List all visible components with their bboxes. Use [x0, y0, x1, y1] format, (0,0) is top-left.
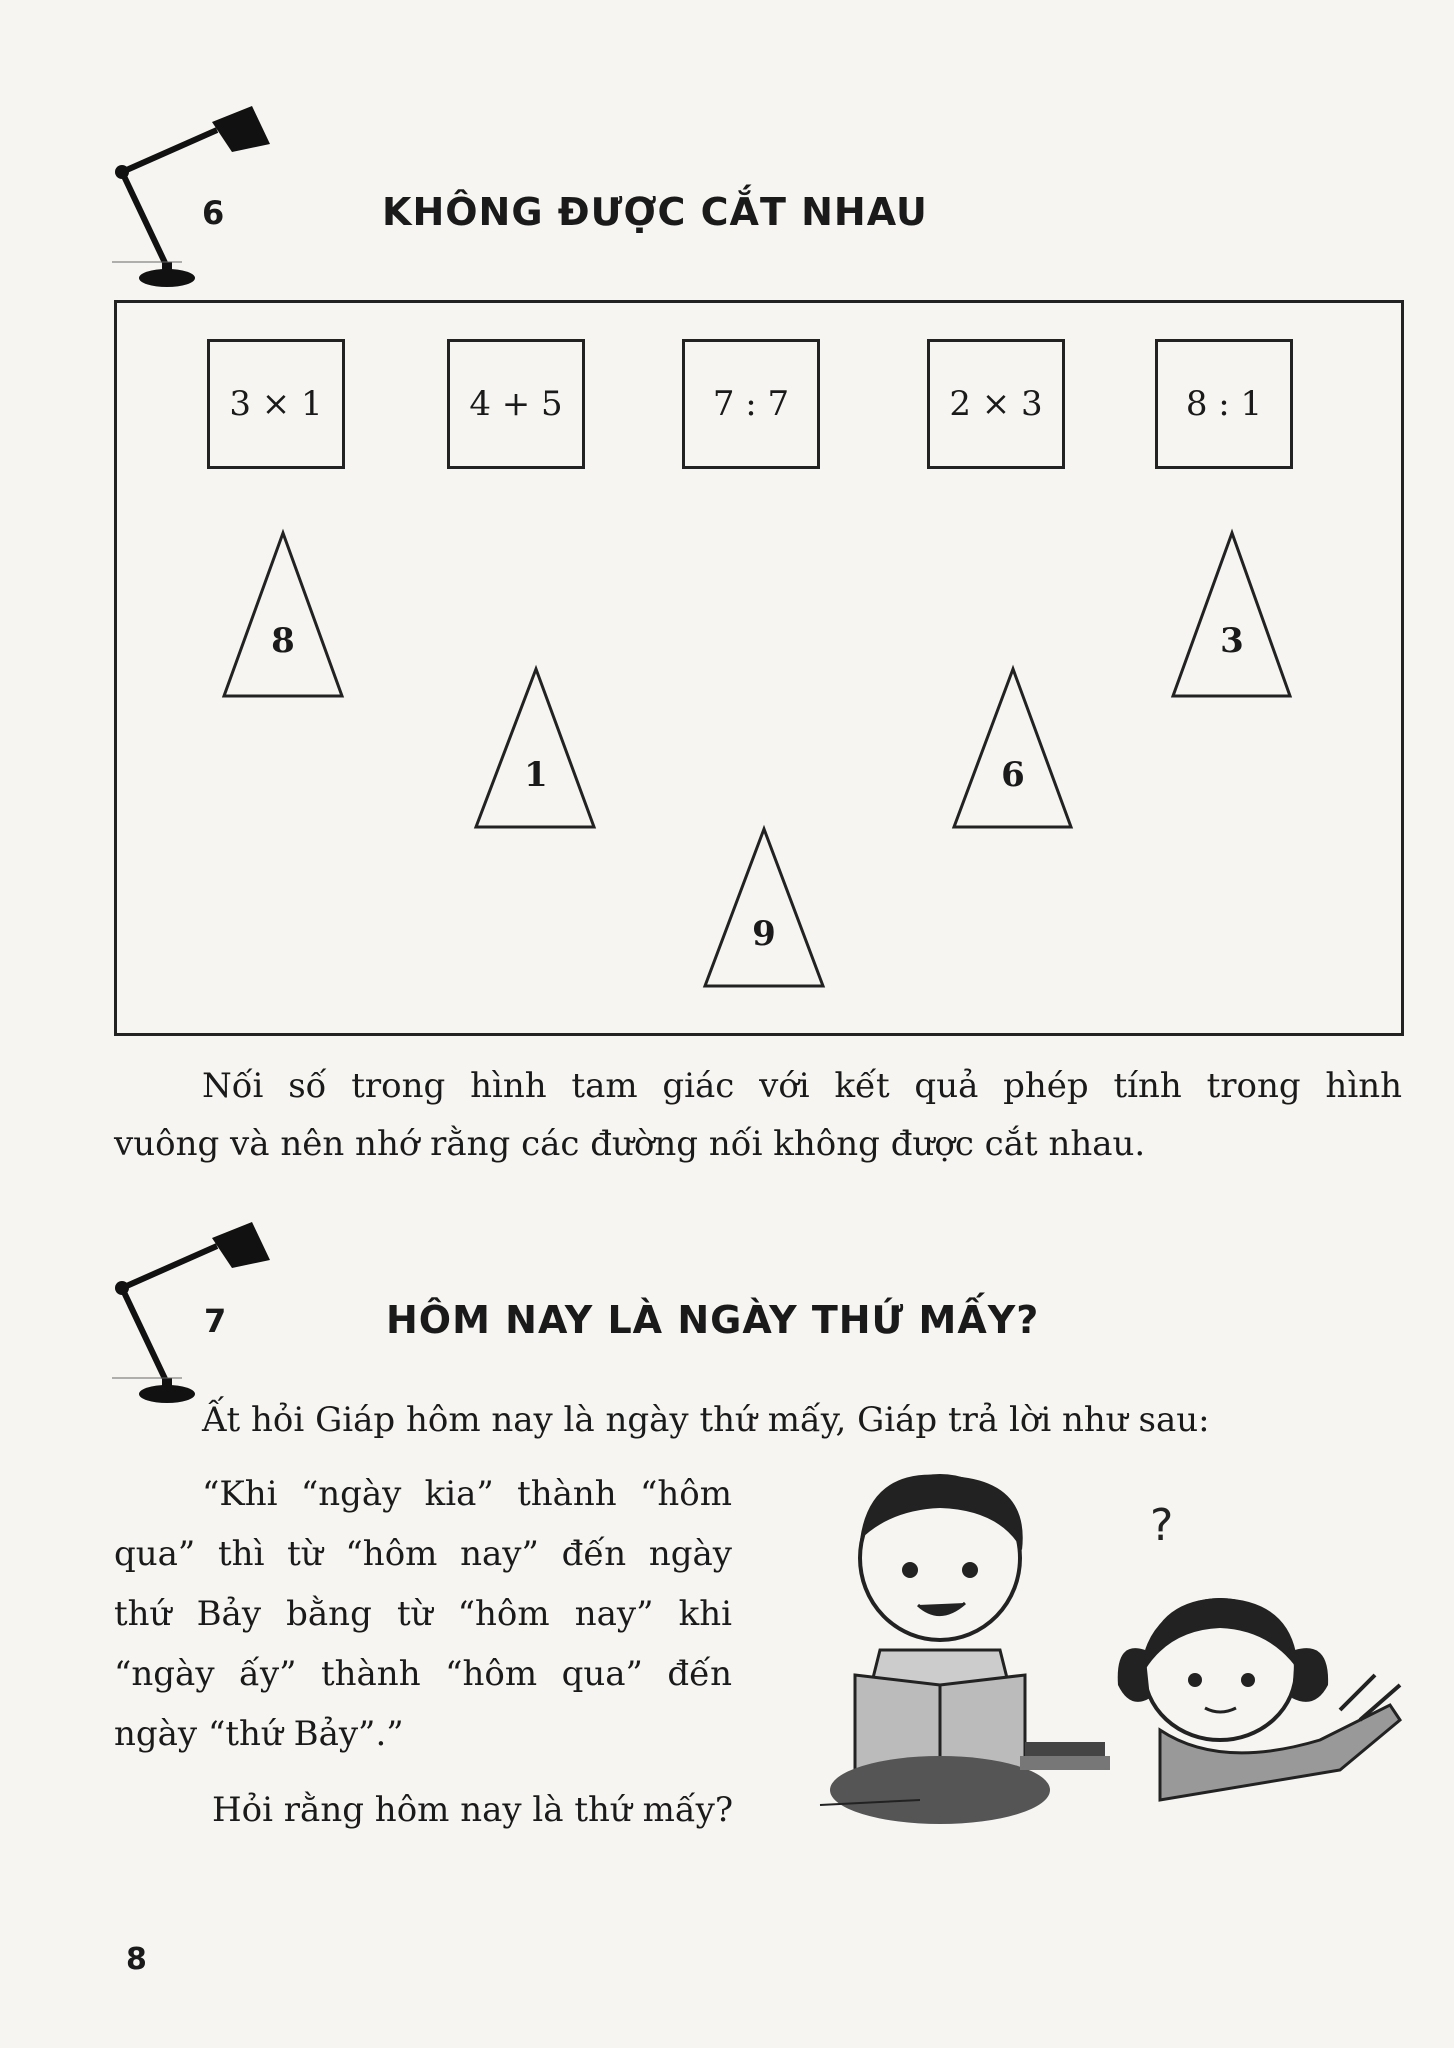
operation-box: 3 × 1	[207, 339, 345, 469]
operation-box: 2 × 3	[927, 339, 1065, 469]
triangle-number: 3	[1220, 621, 1244, 661]
operation-box: 7 : 7	[682, 339, 820, 469]
triangle-number: 8	[271, 621, 295, 661]
operation-box: 8 : 1	[1155, 339, 1293, 469]
quote-line: thứ Bảy bằng từ “hôm nay” khi	[114, 1594, 732, 1634]
triangle-number: 6	[1001, 755, 1025, 795]
triangle-shape	[705, 829, 823, 986]
operation-box: 4 + 5	[447, 339, 585, 469]
section-6-title: KHÔNG ĐƯỢC CẮT NHAU	[382, 190, 928, 234]
triangle-shape	[476, 669, 594, 827]
triangle-number: 1	[524, 755, 548, 795]
triangle-shape	[224, 533, 342, 696]
children-illustration	[800, 1470, 1410, 1830]
quote-line: qua” thì từ “hôm nay” đến ngày	[114, 1534, 732, 1574]
desk-lamp-icon	[112, 1218, 272, 1408]
page-number: 8	[126, 1942, 147, 1977]
section-7-title: HÔM NAY LÀ NGÀY THỨ MẤY?	[386, 1298, 1040, 1342]
triangle-shape	[1173, 533, 1290, 696]
instruction-line: vuông và nên nhớ rằng các đường nối không được cắt nhau.	[114, 1124, 1146, 1164]
desk-lamp-icon	[112, 102, 272, 292]
puzzle-panel	[114, 300, 1404, 1036]
intro-text: Ất hỏi Giáp hôm nay là ngày thứ mấy, Giáp trả lời như sau:	[202, 1400, 1210, 1440]
triangle-shape	[954, 669, 1071, 827]
section-7-number: 7	[204, 1302, 227, 1340]
instruction-line: Nối số trong hình tam giác với kết quả phép tính trong hình	[202, 1066, 1402, 1106]
question-text: Hỏi rằng hôm nay là thứ mấy?	[212, 1790, 734, 1830]
section-6-number: 6	[202, 194, 225, 232]
quote-line: “ngày ấy” thành “hôm qua” đến	[114, 1654, 732, 1694]
quote-line: “Khi “ngày kia” thành “hôm	[202, 1474, 732, 1514]
quote-line: ngày “thứ Bảy”.”	[114, 1714, 404, 1754]
question-mark: ?	[1150, 1500, 1174, 1551]
triangle-number: 9	[752, 914, 776, 954]
